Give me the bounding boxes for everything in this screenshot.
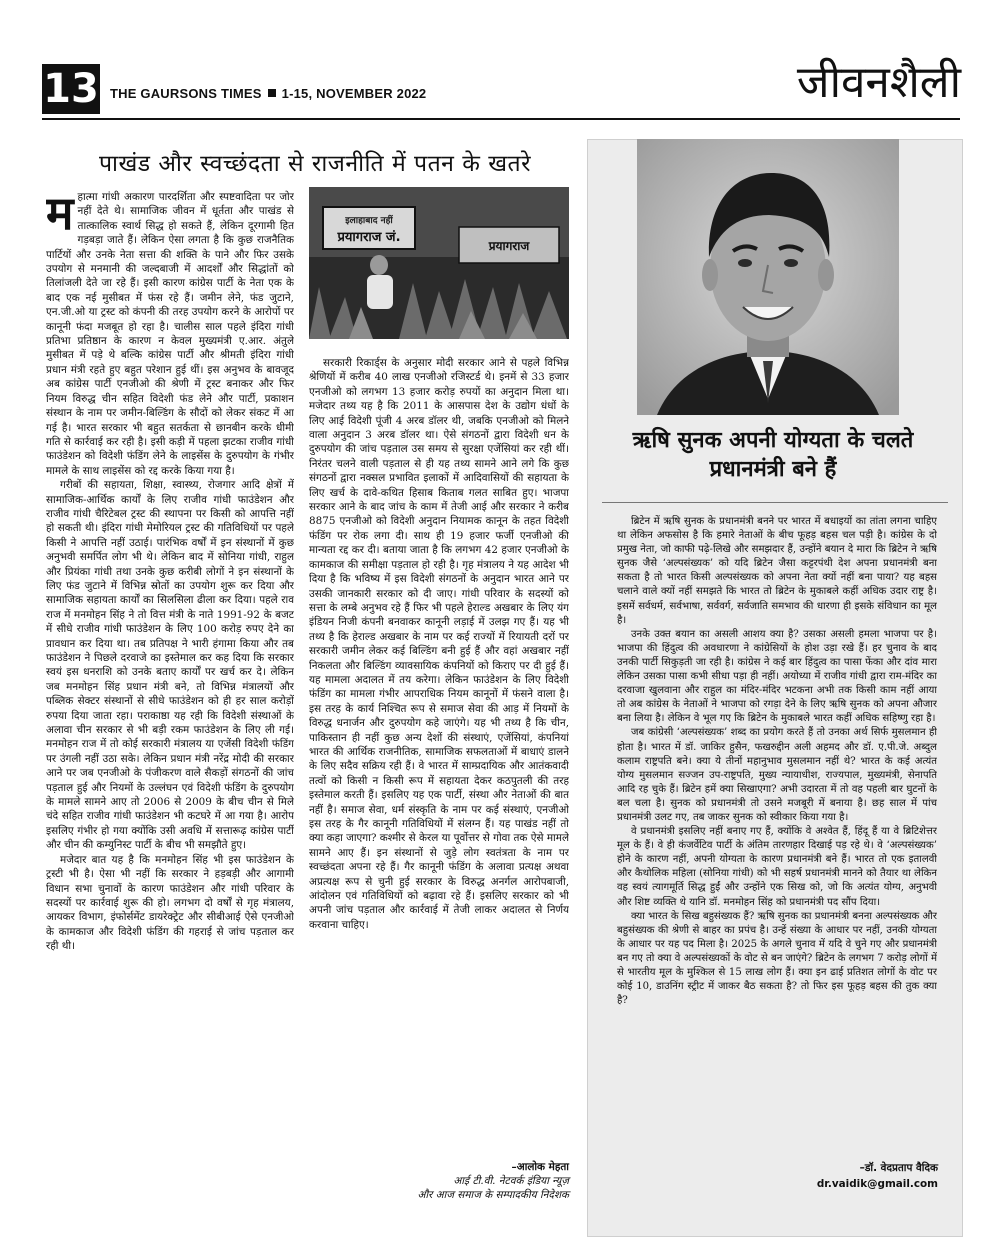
article-paragraph: जब कांग्रेसी ‘अल्पसंख्यक’ शब्द का प्रयोग करते हैं तो उनका अर्थ सिर्फ मुसलमान ही होता है। भारत में डॉ. जाकिर हुसैन, फखरुद्दीन अली अहमद और डॉ. ए.पी.जे. अब्दुल कलाम राष्ट्रपति बने। क्या ये तीनों महानुभाव मुसलमान नहीं थे? भारत के कई अत्यंत योग्य मुसलमान सज्जन उप-राष्ट्रपति, मुख्य न्यायाधीश, राज्यपाल, मुख्यमंत्री, सेनापति आदि रह चुके हैं। ब्रिटेन हमें क्या सिखाएगा? अभी उदारता में तो वह पहली बार घुटनों के बल चला है। सुनक को प्रधानमंत्री तो उसने मजबूरी में बनाया है। छह साल में पांच प्रधानमंत्री उलट गए, तब जाकर सुनक को स्वीकार किया गया है। <box>617 727 937 823</box>
portrait-photo <box>637 139 899 415</box>
article-headline: पाखंड और स्वच्छंदता से राजनीति में पतन के खतरे <box>98 151 532 177</box>
article-paragraph <box>46 190 294 478</box>
issue-date: 1-15, NOVEMBER 2022 <box>281 86 427 101</box>
sidebar-article-body <box>617 515 937 1140</box>
article-paragraph: मजेदार बात यह है कि मनमोहन सिंह भी इस फाउंडेशन के ट्रस्टी भी है। ऐसा भी नहीं कि सरकार ने हड़बड़ी और आगामी विधान सभा चुनावों के कारण फाउंडेशन और गांधी परिवार के सदस्यों पर कार्रवाई शुरू की हो। लगभग दो वर्षों से गृह मंत्रालय, आयकर विभाग, इंफोर्समेंट डायरेक्ट्रेट और सीबीआई ऐसे एनजीओ के कामकाज और विदेशी फंडिंग की गहराई से जांच पड़ताल कर रही थी। <box>46 853 294 953</box>
article-column-1 <box>46 190 294 1220</box>
drop-cap: म <box>46 190 74 240</box>
article-paragraph: उनके उक्त बयान का असली आशय क्या है? उसका असली हमला भाजपा पर है। भाजपा की हिंदुत्व की अवधारणा ने कांग्रेसियों के होश उड़ा रखे हैं। हर चुनाव के बाद उनकी पार्टी सिकुड़ती जा रही है। कांग्रेस ने कई बार हिंदुत्व का पासा फेंका और दांव मारा लेकिन उसका पासा कभी सीधा पड़ा ही नहीं। अयोध्या में राजीव गांधी द्वारा राम-मंदिर का दरवाजा खुलवाना और राहुल का मंदिर-मंदिर भटकना अभी तक किसी काम नहीं आया तो अब कांग्रेस के नेताओं ने भाजपा को रगड़ा देने के लिए ऋषि सुनक को अपना औजार बना लिया है। लेकिन वे भूल गए कि ब्रिटेन के मुकाबले भारत कहीं अधिक सहिष्णु रहा है। <box>617 628 937 725</box>
article-paragraph: गरीबों की सहायता, शिक्षा, स्वास्थ्य, रोजगार आदि क्षेत्रों में सामाजिक-आर्थिक कार्यों के लिए राजीव गांधी फाउंडेशन और राजीव गांधी चैरिटेबल ट्रस्ट की स्थापना पर किसी को आपत्ति नहीं हो सकती थी। इंदिरा गांधी मेमोरियल ट्रस्ट की गतिविधियों पर पहले किसी ने आपत्ति नहीं उठाई। पारंभिक वर्षों में इन संस्थानों में कुछ अनुभवी समर्पित लोग भी थे। लेकिन बाद में सोनिया गांधी, राहुल और प्रियंका गांधी तथा उनके कुछ करीबी लोगों ने इन संस्थानों के लिए फंड जुटाने में विभिन्न स्रोतों का उपयोग शुरू कर दिया और सामाजिक सहायता कार्यों का सिलसिला ढीला कर दिया। पहले राव राज में मनमोहन सिंह ने तो वित्त मंत्री के नाते 1991-92 के बजट में सीधे राजीव गांधी फाउंडेशन के लिए 100 करोड़ रुपए देने का प्रावधान कर दिया था। तब प्रतिपक्ष ने भारी हंगामा किया और तब फाउंडेशन ने पिछले दरवाजे का इस्तेमाल कर कह दिया कि सरकार स्वयं इस धनराशि को उनके बताए कार्यों पर खर्च कर दे। लेकिन जब मनमोहन सिंह प्रधान मंत्री बने, तो विभिन्न मंत्रालयों और पब्लिक सेक्टर संस्थानों से सीधे फाउंडेशन को ही हर साल करोड़ों रुपया दिया जाता रहा। पराकाष्ठा यह रही कि विदेशी संस्थाओं के अलावा चीन सरकार से भी बड़ी रकम फाउंडेशन के लिए ली गई। मनमोहन राज में तो कोई सरकारी मंत्रालय या एजेंसी विदेशी फंडिंग पर उंगली नहीं उठा सके। लेकिन प्रधान मंत्री नरेंद्र मोदी की सरकार आने पर जब एनजीओ के पंजीकरण वाले सैकड़ों संगठनों की जांच पड़ताल हुई और नियमों के उल्लंघन एवं विदेशी फंडिंग के दुरुपयोग के मामले सामने आए तो 2006 से 2009 के बीच चीन से मिले चंदे सहित राजीव गांधी फाउंडेशन भी कटघरे में आ गया है। आरोप इसलिए गंभीर हो गया क्योंकि उसी अवधि में सत्तारूढ़ कांग्रेस पार्टी और चीन की कम्युनिस्ट पार्टी के बीच भी समझौते हुए। <box>46 479 294 852</box>
article-paragraph: ब्रिटेन में ऋषि सुनक के प्रधानमंत्री बनने पर भारत में बधाइयों का तांता लगना चाहिए था लेकिन अफसोस है कि हमारे नेताओं के बीच फूहड़ बहस चल पड़ी है। कांग्रेस के दो प्रमुख नेता, जो काफी पढ़े-लिखे और समझदार हैं, उन्होंने बयान दे मारा कि ब्रिटेन ने ऋषि सुनक जैसे ‘अल्पसंख्यक’ को यदि ब्रिटेन जैसा कट्टरपंथी देश अपना प्रधानमंत्री बना सकता है तो भारत किसी अल्पसंख्यक को अपना नेता क्यों नहीं बना पाया? यह बहस चलाने वाले क्यों नहीं समझते कि भारत तो ब्रिटेन के मुकाबले कहीं अधिक उदार राष्ट्र है। इसमें सर्वधर्म, सर्वभाषा, सर्ववर्ग, सर्वजाति समभाव की धारणा ही इसके संविधान का मूल है। <box>617 516 937 626</box>
sidebar-headline: ऋषि सुनक अपनी योग्यता के चलते प्रधानमंत्री बने हैं <box>632 428 914 482</box>
author-role: आई टी.वी. नेटवर्क इंडिया न्यूज़ <box>453 1175 569 1187</box>
rally-photo <box>309 187 569 339</box>
author-role-2: और आज समाज के सम्पादकीय निदेशक <box>417 1189 569 1201</box>
header-divider <box>42 118 960 120</box>
page-number: 13 <box>43 66 99 112</box>
paragraph-text: हात्मा गांधी अकारण पारदर्शिता और स्पष्टवादिता पर जोर नहीं देते थे। सामाजिक जीवन में धूर्तता और पाखंड से तात्कालिक स्वार्थ सिद्ध हो सकते हैं, लेकिन दूरगामी हित गड़बड़ा जाते हैं। लेकिन ऐसा लगता है कि कुछ राजनैतिक पार्टियों और उनके नेता सत्ता की शक्ति के पाने और फिर उसके उपयोग से मनमानी की जल्दबाजी में आदर्शों और सिद्धांतों को तिलांजली देते जा रहे हैं। इसी कारण कांग्रेस पार्टी के नेता एक के बाद एक नई मुसीबत में फंस रहे हैं। जमीन लेने, फंड जुटाने, एन.जी.ओ या ट्रस्ट को कंपनी की तरह उपयोग करने के आरोपों पर कानूनी फंदा मजबूत हो रहा है। चालीस साल पहले इंदिरा गांधी प्रतिभा प्रतिष्ठान के कारण न केवल मुख्यमंत्री ए.आर. अंतुले मुसीबत में पड़े थे बल्कि कांग्रेस पार्टी और श्रीमती इंदिरा गांधी प्रधान मंत्री रहते हुए बहुत परेशान हुई थीं। इस अनुभव के बावजूद अब कांग्रेस पार्टी एनजीओ की श्रेणी में ट्रस्ट बनाकर और फिर नियम विरुद्ध चीन सहित विदेशी फंड लेने और पार्टी, प्रकाशन संस्थान के नाम पर जमीन-बिल्डिंग के सौदों को लेकर संकट में आ गई है। भारत सरकार भी बहुत सतर्कता से छानबीन करके धीमी गति से कार्रवाई कर रही है। इसी कड़ी में पहला झटका राजीव गांधी फाउंडेशन को विदेशी फंडिंग लेने के लाइसेंस के दुरुपयोग के गंभीर मामले के साथ लाइसेंस को रद्द करके किया गया है। <box>46 191 294 477</box>
masthead <box>110 86 426 101</box>
article-paragraph: क्या भारत के सिख बहुसंख्यक हैं? ऋषि सुनक का प्रधानमंत्री बनना अल्पसंख्यक और बहुसंख्यक की श्रेणी से बाहर का प्रपंच है। उन्हें संख्या के आधार पर नहीं, उनकी योग्यता के आधार पर यह पद मिला है। 2025 के अगले चुनाव में यदि वे चुने गए और प्रधानमंत्री बन गए तो क्या वे अल्पसंख्यकों के वोट से बन जाएंगे? ब्रिटेन के लगभग 7 करोड़ लोगों में से भारतीय मूल के मुश्किल से 15 लाख लोग हैं। क्या इन ढाई प्रतिशत लोगों के वोट पर कोई 10, डाउनिंग स्ट्रीट में जाकर बैठ सकता है? तो फिर इस फूहड़ बहस की तुक क्या है? <box>617 910 937 1007</box>
newspaper-name: THE GAURSONS TIMES <box>110 86 262 101</box>
sidebar-byline <box>617 1160 938 1192</box>
author-name: –आलोक मेहता <box>511 1161 569 1173</box>
article-column-2 <box>309 356 569 1156</box>
sidebar-headline-divider <box>602 502 948 503</box>
article-byline <box>309 1160 569 1202</box>
square-bullet-icon <box>268 89 276 97</box>
sign-text: प्रयागराज <box>488 239 530 253</box>
rally-photo-graphic <box>309 187 569 339</box>
article-paragraph: सरकारी रिकार्ड्स के अनुसार मोदी सरकार आने से पहले विभिन्न श्रेणियों में करीब 40 लाख एनजीओ रजिस्टर्ड थे। इनमें से 33 हजार एनजीओ को लगभग 13 हजार करोड़ रुपयों का अनुदान मिला था। मजेदार तथ्य यह है कि 2011 के आसपास देश के उद्योग धंधों के लिए आई विदेशी पूंजी 4 अरब डॉलर थी, जबकि एनजीओ को मिलने वाला अनुदान 3 अरब डॉलर था। ऐसे संगठनों द्वारा विदेशी धन के दुरुपयोग की जांच पड़ताल उस समय से सुरक्षा एजेंसियां कर रही थीं। निरंतर चलने वाली पड़ताल से ही यह तथ्य सामने आने लगे कि कुछ संगठनों द्वारा नक्सल प्रभावित इलाकों में आदिवासियों की सहायता के लिए खर्च के दावे-कथित हिसाब किताब गलत साबित हुए। भाजपा सरकार आने के बाद जांच के काम में तेजी आई और सरकार ने करीब 8875 एनजीओ को विदेशी अनुदान नियामक कानून के तहत विदेशी फंडिंग पर रोक लगा दी। साथ ही 19 हजार फर्जी एनजीओ की मान्यता रद्द कर दी। बताया जाता है कि लगभग 42 हजार एनजीओ के कामकाज की समीक्षा पड़ताल हो रही है। गृह मंत्रालय ने यह आदेश भी दिया है कि भविष्य में इस विदेशी संगठनों के अनुदान भारत आने पर उसकी जानकारी सरकार को दी जाए। गांधी परिवार के सदस्यों को सत्ता के लम्बे अनुभव रहे हैं फिर भी पहले हेराल्ड अखबार के लिए यंग इंडियन निजी कंपनी बनवाकर कानूनी लड़ाई में उलझ गए हैं। यह भी तथ्य है कि हेराल्ड अखबार के नाम पर कई राज्यों में रियायती दरों पर सरकारी जमीन लेकर कई बिल्डिंग बनी हुई हैं और वहां अखबार नहीं निकलता और बिल्डिंग व्यावसायिक कंपनियों को किराए पर दी हुई हैं। यह मामला अदालत में तय करेगा। लेकिन फाउंडेशन के लिए विदेशी फंडिंग का मामला गंभीर आपराधिक नियम कानूनों में फंसने वाला है। इस तरह के कार्य निश्चित रूप से समाज सेवा की आड़ में नियमों के विरुद्ध धनार्जन और दुरुपयोग कहे जाएंगे। यह भी तथ्य है कि चीन, पाकिस्तान ही नहीं कुछ अन्य देशों की संस्थाएं, एजेंसियां, कंपनियां भारत की आर्थिक राजनीतिक, सामाजिक सफलताओं में बाधाएं डालने के लिए सदैव सक्रिय रही हैं। वे भारत में साम्प्रदायिक और आतंकवादी तत्वों को किसी न किसी रूप में सहायता देकर कठपुतली की तरह इस्तेमाल करती हैं। इसलिए यह एक पार्टी, संस्था और नेताओं की बात नहीं है। समाज सेवा, धर्म संस्कृति के नाम पर कई संस्थाएं, एनजीओ इस तरह के गैर कानूनी गतिविधियों में संलग्न हैं। यह पाखंड नहीं तो क्या कहा जाएगा? कश्मीर से केरल या पूर्वोत्तर से गोवा तक ऐसे मामले सामने आए हैं। इन संस्थानों से जुड़े लोग स्वतंत्रता के नाम पर स्वच्छंदता अपना रहे हैं। गैर कानूनी फंडिंग के अलावा प्रत्यक्ष अथवा अप्रत्यक्ष रूप से चुनी हुई सरकार के विरुद्ध अनर्गल आरोपबाजी, आंदोलन एवं गतिविधियों को बढ़ावा रहे हैं। इसलिए सरकार को भी अपनी जांच पड़ताल और कार्रवाई में तेजी लाकर अदालत से निर्णय करवाना चाहिए। <box>309 357 569 931</box>
portrait-graphic <box>637 139 899 415</box>
banner-text-main: प्रयागराज जं. <box>337 230 401 245</box>
banner-text-top: इलाहाबाद नहीं <box>345 216 393 226</box>
article-paragraph: वे प्रधानमंत्री इसलिए नहीं बनाए गए हैं, क्योंकि वे अश्वेत हैं, हिंदू हैं या वे ब्रिटिशेत्तर मूल के हैं। वे ही कंजर्वेटिव पार्टी के अंतिम तारणहार दिखाई पड़ रहे थे। वे ‘अल्पसंख्यक’ होने के कारण नहीं, अपनी योग्यता के कारण प्रधानमंत्री बने हैं। भारत तो एक इतालवी और कैथोलिक महिला (सोनिया गांधी) को भी सहर्ष प्रधानमंत्री मानने को तैयार था लेकिन वह स्वयं त्यागमूर्ति सिद्ध हुईं और उन्होंने एक सिख को, जो कि अत्यंत योग्य, अनुभवी और शिष्ट व्यक्ति थे यानि डॉ. मनमोहन सिंह को प्रधानमंत्री पद सौंप दिया। <box>617 826 937 908</box>
section-title: जीवनशैली <box>796 57 961 108</box>
author-name: –डॉ. वेदप्रताप वैदिक <box>859 1162 938 1174</box>
author-email: dr.vaidik@gmail.com <box>816 1178 938 1190</box>
